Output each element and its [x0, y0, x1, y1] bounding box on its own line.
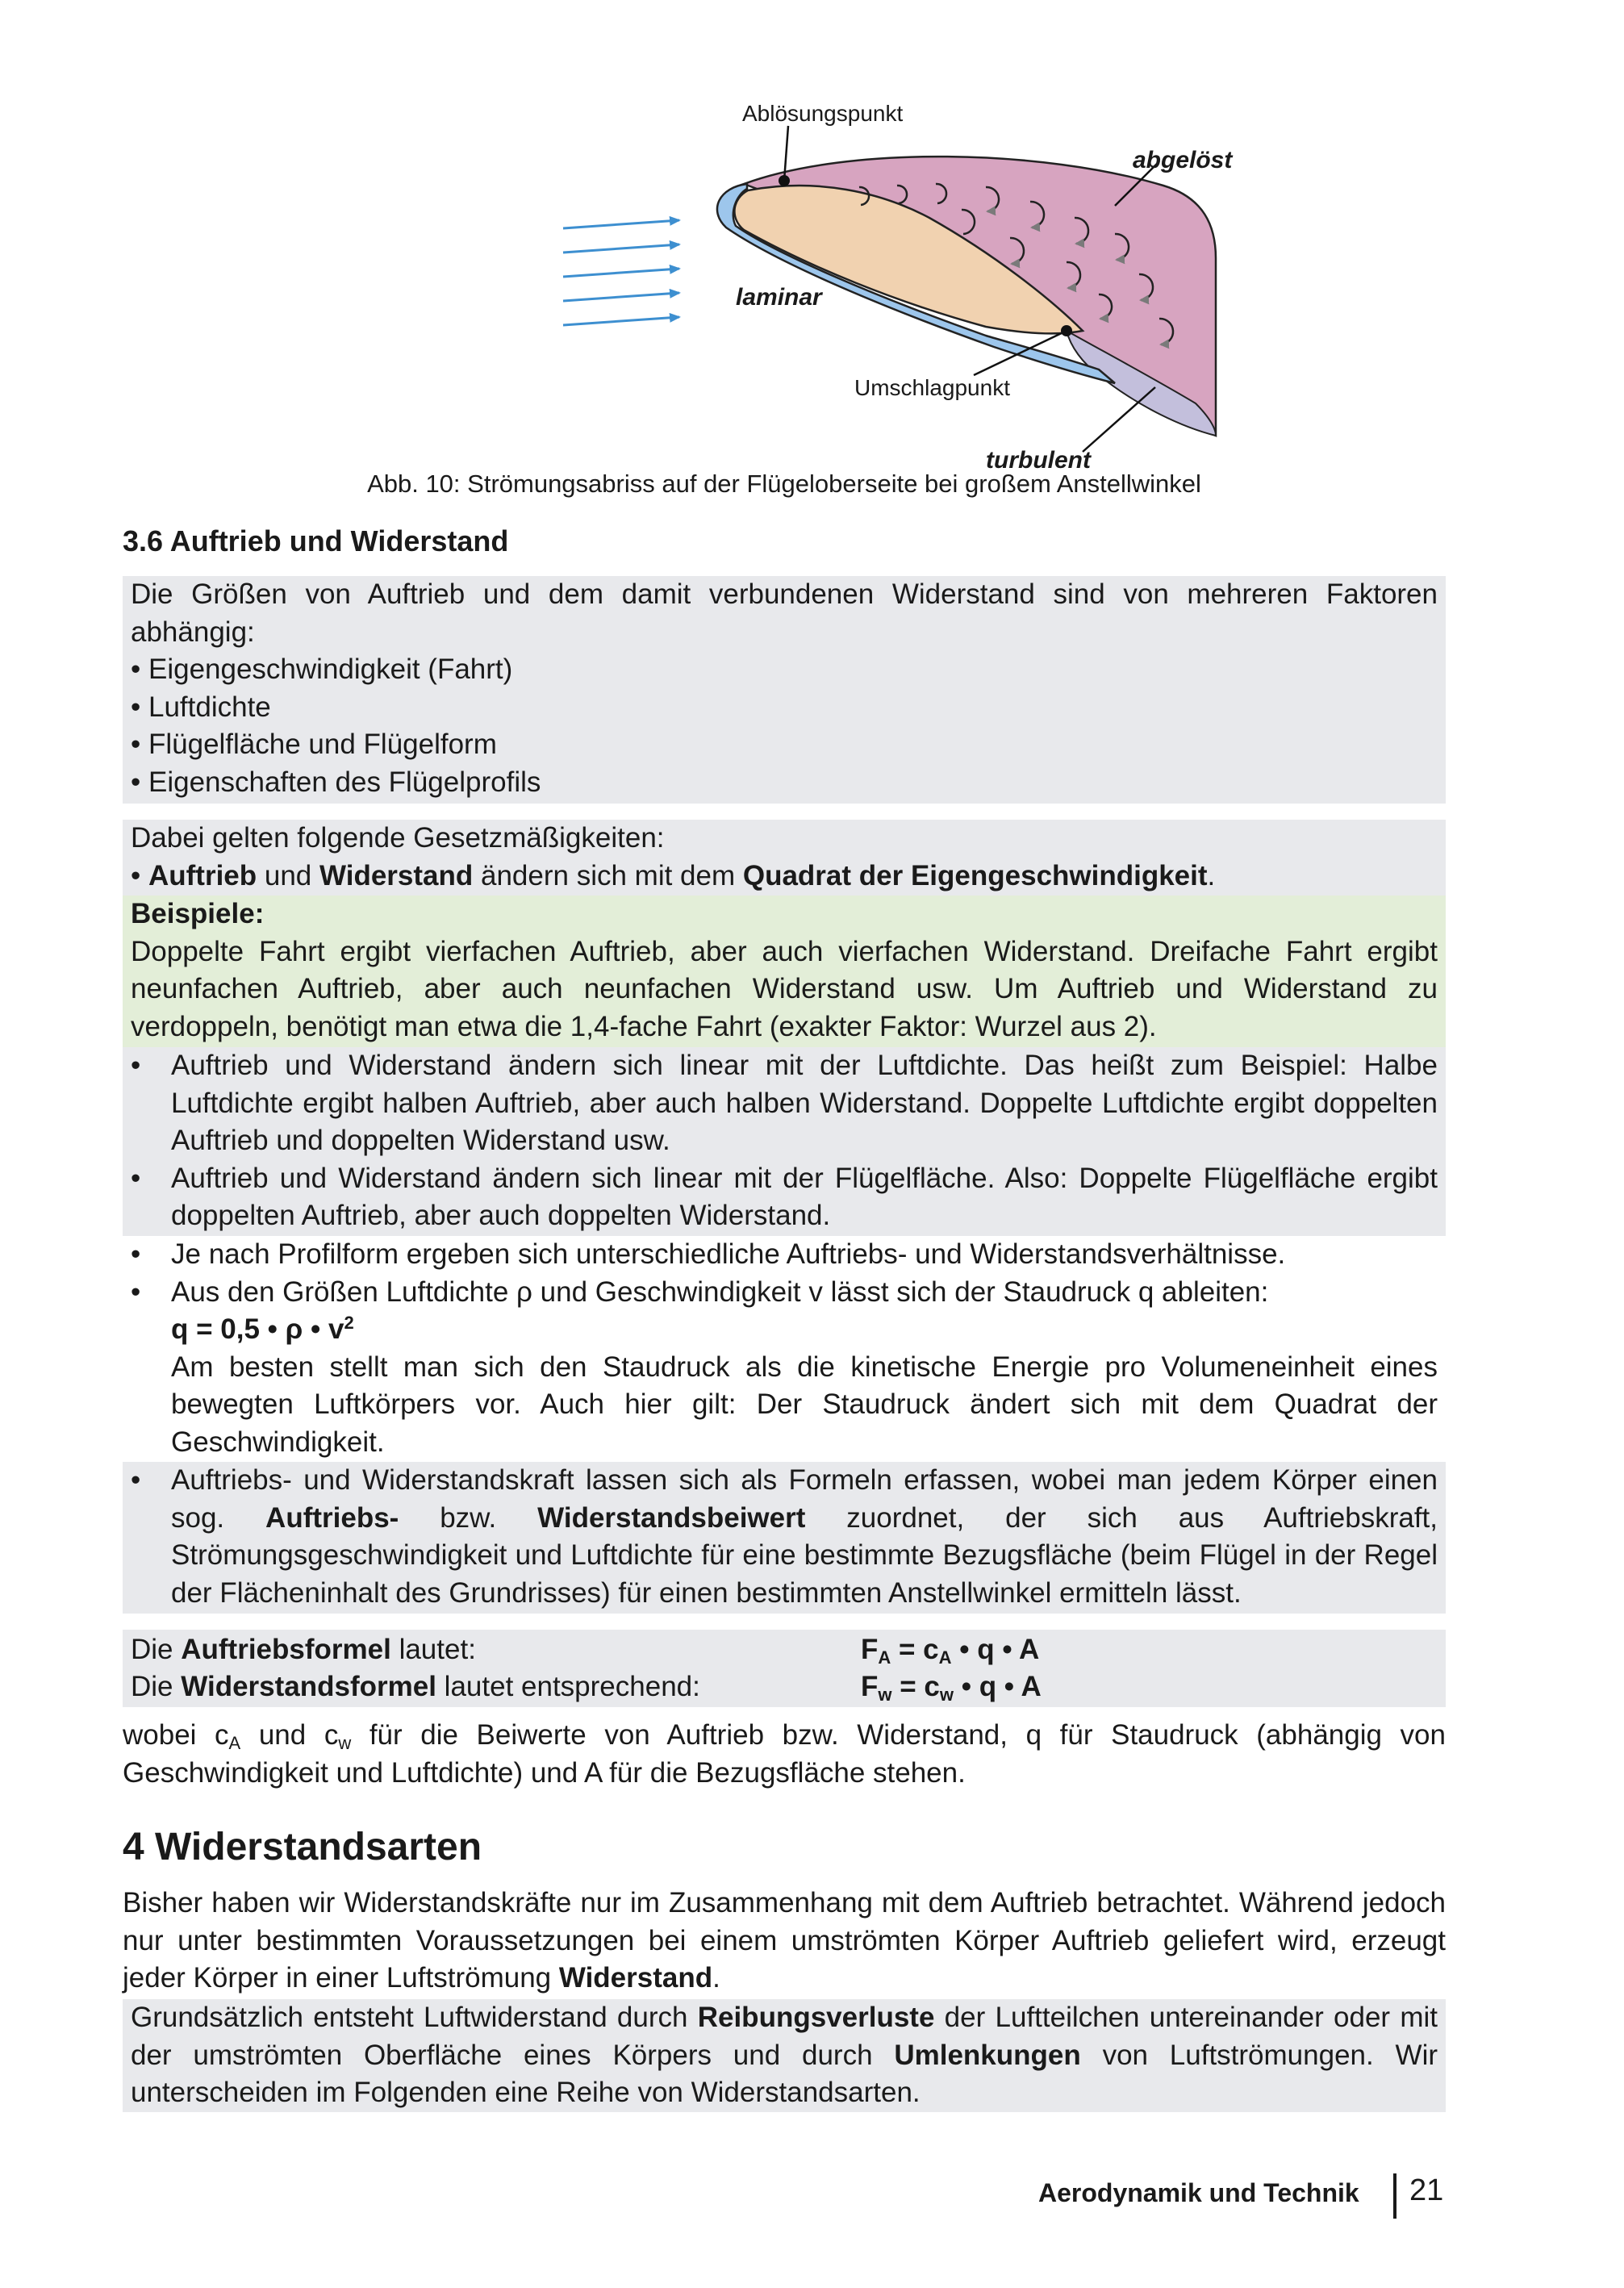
flow-arrow — [563, 293, 679, 301]
factors-box — [123, 576, 1446, 804]
bullet-staudruck: • Aus den Größen Luftdichte ρ und Geschwindigkeit v lässt sich der Staudruck q ableiten: — [131, 1276, 1269, 1308]
profile-staudruck-list — [123, 1236, 1446, 1461]
page-number: 21 — [1409, 2173, 1444, 2207]
flow-arrows — [563, 220, 679, 325]
label-laminar: laminar — [736, 284, 822, 311]
bullet-coefficients: • Auftriebs- und Widerstandskraft lassen sich als Formeln erfassen, wobei man jedem Körper einen sog. Auftriebs- bzw. Widerstandsbeiwert zuordnet, der sich aus Auftriebskraft, Strömungsgeschwindigkeit und Luftdichte für eine bestimmte Bezugsfläche (beim Flügel in der Regel der Flächeninhalt des Grundrisses) für einen bestimmten Anstellwinkel ermitteln lässt. — [131, 1464, 1438, 1609]
lift-formula: $F_A = c_A$ • q • A — [861, 1634, 1040, 1668]
drag-origin-box: Grundsätzlich entsteht Luftwiderstand durch Reibungsverluste der Luftteilchen untereinander oder mit der umströmten Oberfläche eines Körpers und durch Umlenkungen von Luftströmungen. Wir unterscheiden im Folgenden eine Reihe von Widerstandsarten. — [123, 1999, 1446, 2112]
formulas-box — [123, 1630, 1446, 1707]
formula-legend: wobei $c_A$ und $c_w$ für die Beiwerte von Auftrieb bzw. Widerstand, q für Staudruck (abhängig von Geschwindigkeit und Luftdichte) und A für die Bezugsfläche stehen. — [123, 1719, 1446, 1789]
footer-divider — [1393, 2173, 1396, 2219]
lift-formula-label: Die Auftriebsformel lautet: — [131, 1634, 476, 1665]
figure-caption: Abb. 10: Strömungsabriss auf der Flügeloberseite bei großem Anstellwinkel — [367, 470, 1201, 498]
label-umschlagpunkt: Umschlagpunkt — [854, 375, 1010, 400]
examples-text: Doppelte Fahrt ergibt vierfachen Auftrieb, aber auch vierfachen Widerstand. Dreifache Fahrt ergibt neunfachen Auftrieb, aber auch neunfachen Widerstand usw. Um Auftrieb und Widerstand zu verdoppeln, benötigt man etwa die 1,4-fache Fahrt (exakter Faktor: Wurzel aus 2). — [131, 935, 1438, 1042]
flow-arrow — [563, 269, 679, 277]
bullet-area: • Auftrieb und Widerstand ändern sich linear mit der Flügelfläche. Also: Doppelte Flügelfläche ergibt doppelten Auftrieb, aber auch doppelten Widerstand. — [131, 1162, 1438, 1231]
leader-line-turbulent — [1083, 387, 1155, 452]
coefficient-box — [123, 1462, 1446, 1614]
drag-formula: $F_w = c_w$ • q • A — [861, 1671, 1042, 1705]
bullet-profile: • Je nach Profilform ergeben sich unterschiedliche Auftriebs- und Widerstandsverhältnisse. — [131, 1238, 1286, 1270]
lift-formula-row — [123, 1631, 1446, 1668]
label-abgeloest: abgelöst — [1133, 147, 1233, 173]
flow-arrow — [563, 317, 679, 325]
label-abloesungspunkt: Ablösungspunkt — [742, 101, 904, 126]
factor-item: • Luftdichte — [131, 691, 271, 723]
bullet-density: • Auftrieb und Widerstand ändern sich linear mit der Luftdichte. Das heißt zum Beispiel: Halbe Luftdichte ergibt halben Auftrieb, aber auch halben Widerstand. Doppelte Luftdichte ergibt doppelten Auftrieb und doppelten Widerstand usw. — [131, 1050, 1438, 1156]
section-heading-3-6: 3.6 Auftrieb und Widerstand — [123, 524, 509, 557]
flow-arrow — [563, 244, 679, 253]
airflow-separation-figure — [429, 97, 1341, 476]
factors-intro-line2: abhängig: — [131, 616, 255, 648]
factors-intro-line1: Die Größen von Auftrieb und dem damit verbundenen Widerstand sind von mehreren Faktoren — [131, 578, 1438, 610]
rules-box — [123, 820, 1446, 896]
section-heading-4: 4 Widerstandsarten — [123, 1826, 482, 1868]
rules-intro: Dabei gelten folgende Gesetzmäßigkeiten: — [131, 822, 665, 854]
drag-formula-label: Die Widerstandsformel lautet entsprechend: — [131, 1671, 700, 1702]
flow-arrow — [563, 220, 679, 228]
factor-item: • Eigenschaften des Flügelprofils — [131, 766, 541, 798]
drag-formula-row — [123, 1668, 1446, 1706]
factor-item: • Eigengeschwindigkeit (Fahrt) — [131, 653, 513, 685]
footer-title: Aerodynamik und Technik — [1038, 2178, 1359, 2207]
label-turbulent: turbulent — [986, 447, 1091, 474]
density-area-box — [123, 1047, 1446, 1236]
staudruck-explanation: Am besten stellt man sich den Staudruck als die kinetische Energie pro Volumeneinheit eines bewegten Luftkörpers vor. Auch hier gilt: Der Staudruck ändert sich mit dem Quadrat der Geschwindigkeit. — [171, 1351, 1438, 1458]
section4-intro: Bisher haben wir Widerstandskräfte nur im Zusammenhang mit dem Auftrieb betrachtet. Während jedoch nur unter bestimmten Voraussetzungen bei einem umströmten Körper Auftrieb geliefert wird, erzeugt jeder Körper in einer Luftströmung Widerstand. — [123, 1887, 1446, 1994]
factor-item: • Flügelfläche und Flügelform — [131, 729, 497, 760]
examples-box — [123, 896, 1446, 1047]
examples-heading: Beispiele: — [131, 898, 265, 929]
staudruck-formula: q = 0,5 • ρ • $v^2$ — [171, 1313, 354, 1345]
rule-square-speed: • Auftrieb und Widerstand ändern sich mit dem Quadrat der Eigengeschwindigkeit. — [131, 859, 1216, 891]
wing-diagram — [429, 97, 1341, 476]
